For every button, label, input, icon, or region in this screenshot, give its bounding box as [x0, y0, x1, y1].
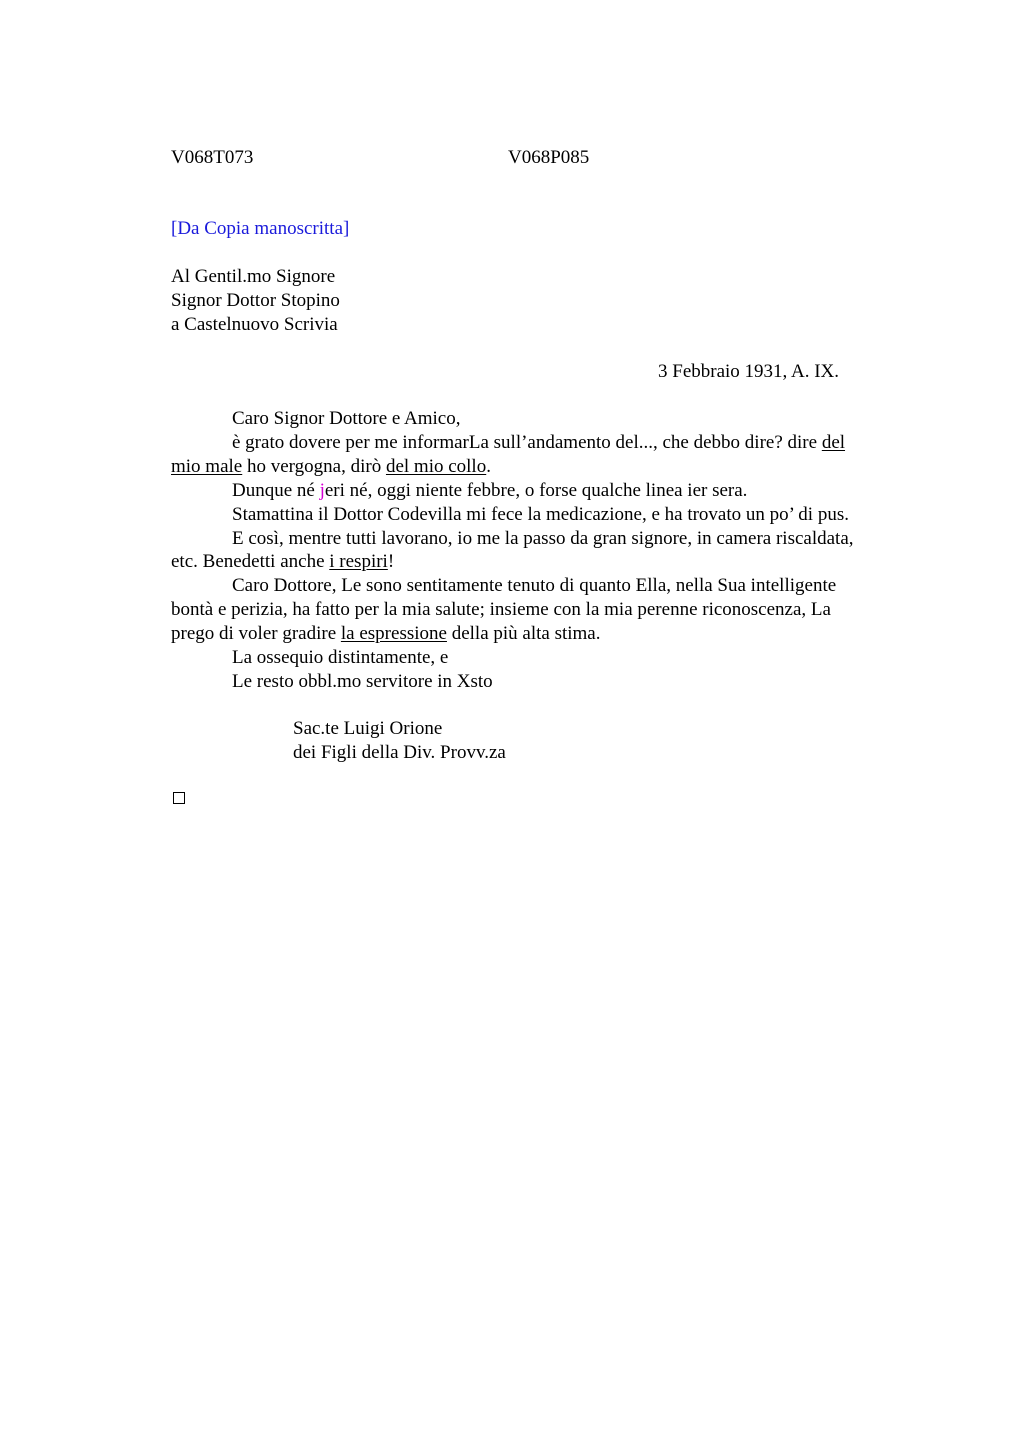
source-note: [Da Copia manoscritta]: [171, 218, 350, 239]
letter-date: 3 Febbraio 1931, A. IX.: [658, 361, 840, 382]
salutation: Caro Signor Dottore e Amico,: [232, 408, 461, 429]
paragraph-2-text-a: Dunque né: [232, 480, 320, 501]
address-line-2: Signor Dottor Stopino: [171, 290, 340, 311]
underlined-del: del: [821, 432, 846, 453]
paragraph-3: Stamattina il Dottor Codevilla mi fece la medicazione, e ha trovato un po’ di pus.: [232, 504, 849, 525]
paragraph-2-text-b: eri né, oggi niente febbre, o forse qualche linea ier sera.: [324, 480, 748, 501]
highlighted-letter-j: j: [319, 480, 325, 501]
paragraph-1-line-2: [171, 455, 491, 479]
paragraph-1-text-b: ho vergogna, dirò: [242, 456, 386, 477]
closing-line-1: La ossequio distintamente, e: [232, 647, 449, 668]
paragraph-4-line-2: [171, 550, 394, 574]
document-code-left: V068T073: [171, 147, 254, 168]
paragraph-5-line-2: bontà e perizia, ha fatto per la mia salute; insieme con la mia perenne riconoscenza, La: [171, 599, 831, 620]
underlined-del-mio-collo: del mio collo: [385, 456, 487, 477]
address-line-3: a Castelnuovo Scrivia: [171, 314, 338, 335]
paragraph-4-text-c: !: [387, 551, 395, 572]
document-code-right: V068P085: [508, 147, 590, 168]
address-line-1: Al Gentil.mo Signore: [171, 266, 336, 287]
signature-name: Sac.te Luigi Orione: [293, 718, 443, 739]
paragraph-1-text-c: .: [486, 456, 491, 477]
paragraph-4-text-b: etc. Benedetti anche: [171, 551, 330, 572]
underlined-i-respiri: i respiri: [329, 551, 388, 572]
paragraph-5-line-1: Caro Dottore, Le sono sentitamente tenuto di quanto Ella, nella Sua intelligente: [232, 575, 837, 596]
closing-line-2: Le resto obbl.mo servitore in Xsto: [232, 671, 493, 692]
signature-congregation: dei Figli della Div. Provv.za: [293, 742, 506, 763]
paragraph-5-line-3: [171, 622, 601, 646]
underlined-la-espressione: la espressione: [340, 623, 447, 644]
paragraph-2: [232, 479, 747, 503]
paragraph-1-line-1: [232, 431, 845, 455]
paragraph-1-text-a: è grato dovere per me informarLa sull’andamento del..., che debbo dire? dire: [232, 432, 822, 453]
paragraph-4-line-1: E così, mentre tutti lavorano, io me la passo da gran signore, in camera riscaldata,: [232, 528, 854, 549]
paragraph-5-text-c: prego di voler gradire: [171, 623, 341, 644]
end-marker-square-icon: [173, 792, 185, 804]
paragraph-5-text-d: della più alta stima.: [446, 623, 601, 644]
underlined-mio-male: mio male: [171, 456, 243, 477]
